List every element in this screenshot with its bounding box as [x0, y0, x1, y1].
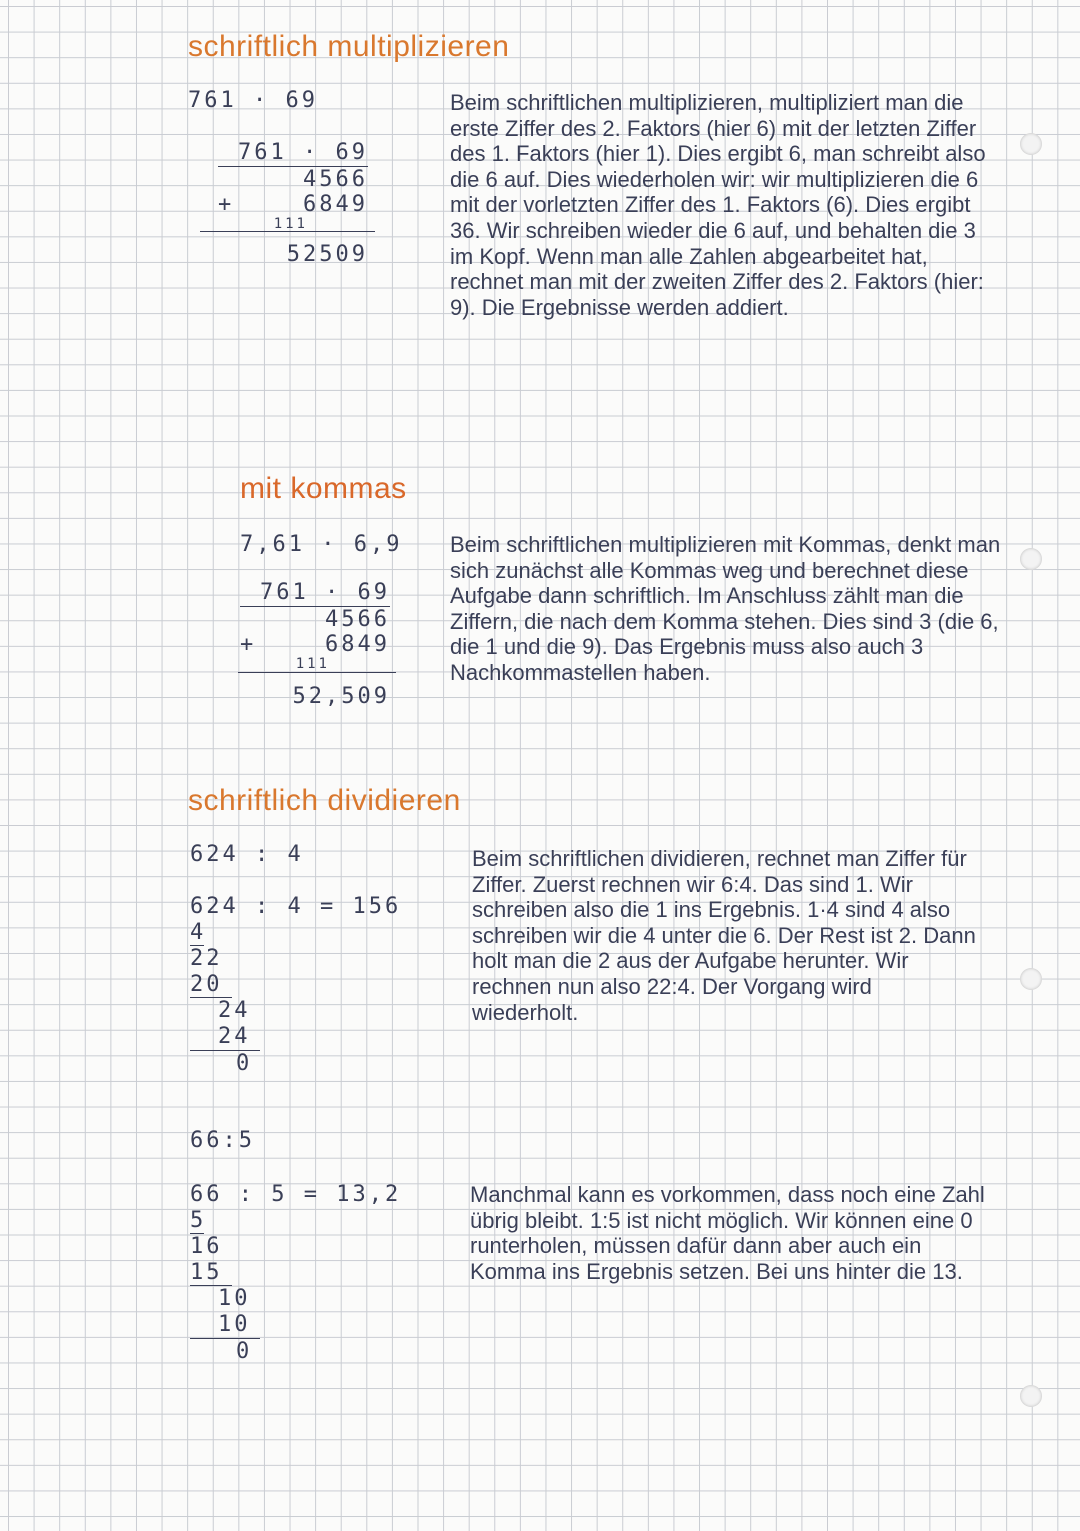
plus-sign: +	[240, 632, 257, 658]
punch-hole	[1020, 968, 1042, 990]
punch-hole	[1020, 548, 1042, 570]
sum-rule	[200, 231, 375, 232]
divide-explanation: Beim schriftlichen dividieren, rechnet man Ziffer für Ziffer. Zuerst rechnen wir 6:4. Das sind 1. Wir schreiben also die 1 ins Ergebnis. 1·4 sind 4 also schreiben wir die 4 unter die 6. Der Rest ist 2. Dann holt man die 2 aus der Aufgabe herunter. Wir rechnen nun also 22:4. Der Vorgang wird wiederholt.	[472, 846, 976, 1025]
work-line3	[240, 632, 390, 658]
task-text: 624 : 4	[190, 842, 304, 867]
step: 4	[190, 919, 207, 945]
multiply-work	[218, 140, 368, 230]
heading-comma: mit kommas	[240, 472, 407, 505]
work-line1: 66 : 5 = 13,2	[190, 1182, 402, 1207]
divide2-work	[190, 1182, 401, 1364]
step: 10	[218, 1286, 251, 1312]
result-value: 52,509	[292, 684, 390, 709]
line3-value: 6849	[325, 632, 390, 658]
task-text: 761 · 69	[188, 88, 318, 113]
work-line2: 4566	[325, 606, 390, 632]
step: 16	[190, 1234, 223, 1260]
step: 0	[236, 1050, 253, 1076]
step: 5	[190, 1207, 207, 1233]
work-line2: 4566	[303, 166, 368, 192]
sum-rule	[238, 672, 396, 673]
multiply-result	[218, 242, 368, 268]
step: 24	[190, 1024, 260, 1051]
work-line1: 761 · 69	[218, 140, 368, 167]
comma-task	[240, 532, 402, 558]
task-text: 7,61 · 6,9	[240, 532, 403, 557]
divide2-task	[190, 1128, 255, 1154]
carry-digits: 111	[295, 655, 330, 672]
punch-hole	[1020, 133, 1042, 155]
work-line1: 624 : 4 = 156	[190, 894, 402, 919]
step: 10	[190, 1312, 260, 1339]
step: 24	[218, 998, 251, 1024]
result-value: 52509	[286, 242, 368, 267]
step: 0	[236, 1338, 253, 1364]
step: 22	[190, 946, 223, 972]
step: 15	[190, 1260, 232, 1287]
divide2-explanation: Manchmal kann es vorkommen, dass noch eine Zahl übrig bleibt. 1:5 ist nicht möglich. Wir können eine 0 runterholen, müssen dafür dann aber auch ein Komma ins Ergebnis setzen. Bei uns hinter die 13.	[470, 1182, 985, 1284]
comma-explanation: Beim schriftlichen multiplizieren mit Kommas, denkt man sich zunächst alle Kommas weg und berechnet diese Aufgabe dann schriftlich. Im Anschluss zählt man die Ziffern, die nach dem Komma stehen. Dies sind 3 (die 6, die 1 und die 9). Das Ergebnis muss also auch 3 Nachkommastellen haben.	[450, 532, 1001, 685]
divide-work	[190, 894, 401, 1076]
plus-sign: +	[218, 192, 235, 218]
heading-divide: schriftlich dividieren	[188, 784, 461, 817]
heading-multiply: schriftlich multiplizieren	[188, 30, 510, 63]
multiply-task	[188, 88, 318, 114]
work-line3	[218, 192, 368, 218]
divide-task	[190, 842, 304, 868]
carry-digits: 111	[273, 215, 308, 232]
comma-result	[240, 684, 390, 710]
punch-hole	[1020, 1385, 1042, 1407]
comma-work	[240, 580, 390, 670]
step: 20	[190, 972, 232, 999]
line3-value: 6849	[303, 192, 368, 218]
multiply-explanation: Beim schriftlichen multiplizieren, multipliziert man die erste Ziffer des 2. Faktors (hier 6) mit der letzten Ziffer des 1. Faktors (hier 1). Dies ergibt 6, man schreibt also die 6 auf. Dies wiederholen wir: wir multiplizieren die 6 mit der vorletzten Ziffer des 1. Faktors (6). Dies ergibt 36. Wir schreiben wieder die 6 auf, und behalten die 3 im Kopf. Wenn man alle Zahlen abgearbeitet hat, rechnet man mit der zweiten Ziffer des 2. Faktors (hier: 9). Die Ergebnisse werden addiert.	[450, 90, 986, 320]
work-line1: 761 · 69	[240, 580, 390, 607]
task-text: 66:5	[190, 1128, 255, 1153]
